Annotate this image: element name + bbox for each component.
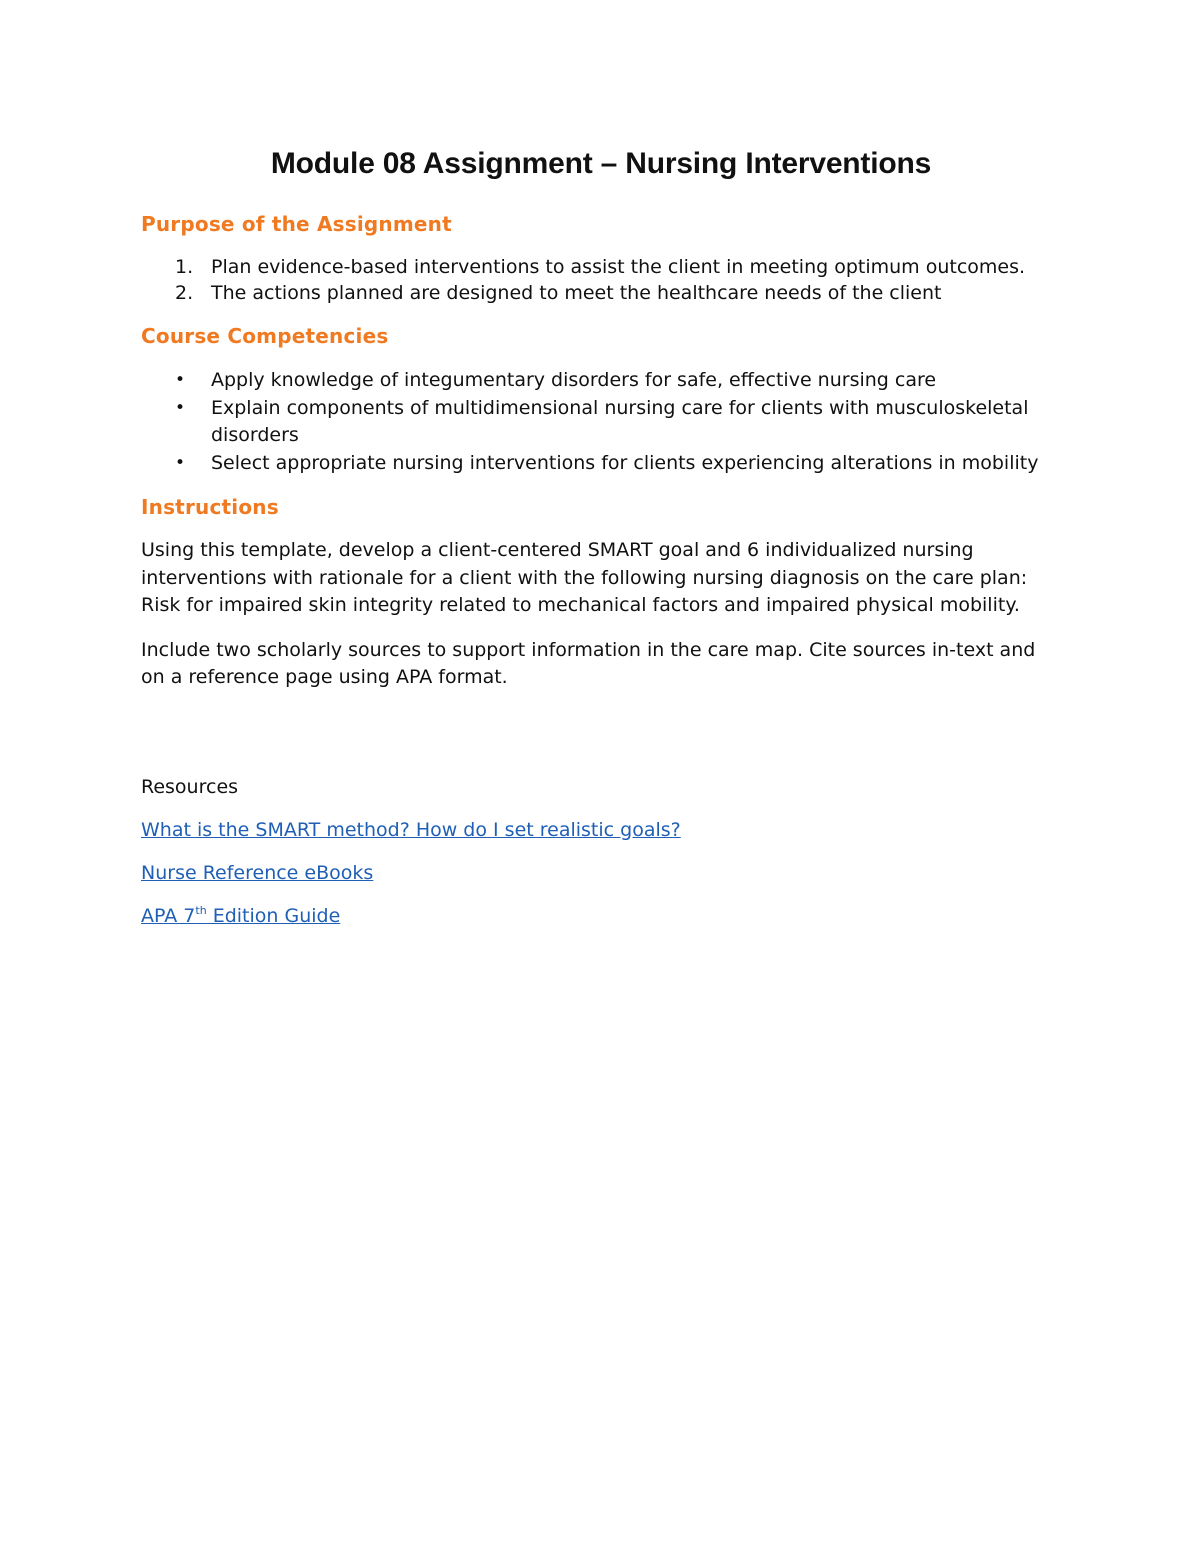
apa-link-prefix: APA 7 bbox=[141, 904, 196, 927]
purpose-heading: Purpose of the Assignment bbox=[141, 212, 452, 236]
resource-link-row bbox=[141, 860, 1061, 886]
list-item-text: Plan evidence-based interventions to assist the client in meeting optimum outcomes. bbox=[211, 256, 1026, 278]
list-number: 1. bbox=[175, 256, 194, 278]
instructions-heading: Instructions bbox=[141, 495, 279, 519]
instructions-paragraph: Include two scholarly sources to support information in the care map. Cite sources in-text and on a reference page using APA format. bbox=[141, 638, 1036, 688]
document-content bbox=[141, 142, 1061, 929]
resources-label: Resources bbox=[141, 775, 239, 798]
competencies-heading: Course Competencies bbox=[141, 324, 389, 348]
list-item bbox=[141, 280, 1061, 306]
bullet-icon: • bbox=[175, 452, 186, 473]
competencies-list bbox=[141, 367, 1061, 477]
smart-method-link[interactable]: What is the SMART method? How do I set realistic goals? bbox=[141, 818, 681, 841]
list-item bbox=[141, 254, 1061, 280]
apa-guide-link[interactable] bbox=[141, 903, 340, 929]
purpose-list bbox=[141, 254, 1061, 306]
instructions-paragraph: Using this template, develop a client-centered SMART goal and 6 individualized nursing interventions with rationale for a client with the following nursing diagnosis on the care plan: Risk for impaired skin integrity related to mechanical factors and impaired physical mobility. bbox=[141, 539, 1028, 616]
list-item-text: Explain components of multidimensional nursing care for clients with musculoskeletal disorders bbox=[211, 396, 1029, 446]
apa-link-superscript: th bbox=[195, 903, 207, 917]
bullet-icon: • bbox=[175, 397, 186, 418]
apa-link-suffix: Edition Guide bbox=[206, 904, 341, 927]
bullet-icon: • bbox=[175, 370, 186, 390]
list-number: 2. bbox=[175, 282, 194, 304]
list-item-text: The actions planned are designed to meet the healthcare needs of the client bbox=[211, 282, 942, 304]
nurse-ebooks-link[interactable]: Nurse Reference eBooks bbox=[141, 861, 374, 884]
list-item bbox=[141, 367, 1061, 395]
list-item-text: Apply knowledge of integumentary disorders for safe, effective nursing care bbox=[211, 369, 937, 391]
resource-link-row bbox=[141, 903, 1061, 929]
list-item bbox=[141, 450, 1061, 478]
list-item-text: Select appropriate nursing interventions for clients experiencing alterations in mobility bbox=[211, 451, 1039, 474]
list-item bbox=[141, 395, 1061, 450]
resource-link-row bbox=[141, 817, 1061, 843]
document-title: Module 08 Assignment – Nursing Interventions bbox=[270, 147, 932, 180]
